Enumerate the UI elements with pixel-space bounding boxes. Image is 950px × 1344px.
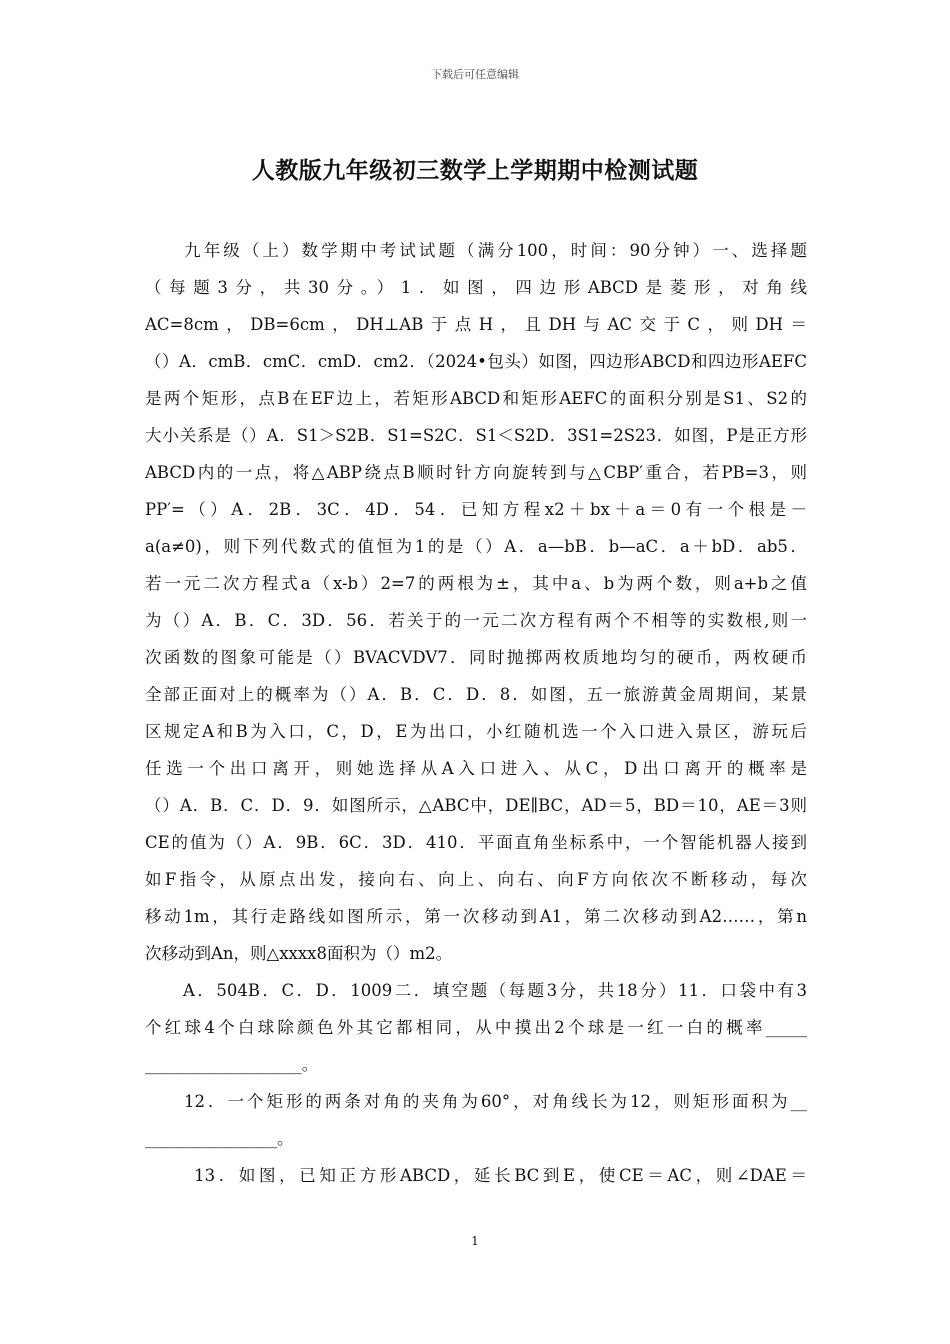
text-line: CE的值为（）A．9B．6C．3D．410．平面直角坐标系中，一个智能机器人接到 [145,833,807,852]
text-line: 区规定A和B为入口，C，D，E为出口，小红随机选一个入口进入景区，游玩后 [145,722,807,741]
text-line: a(a≠0)，则下列代数式的值恒为1的是（）A．a—bB．b—aC．a＋bD．ab5． [145,537,807,556]
page-header: 下载后可任意编辑 [431,68,519,81]
text-line: 为（）A．B．C．3D．56．若关于的一元二次方程有两个不相等的实数根,则一 [145,611,807,630]
text-line: 12．一个矩形的两条对角的夹角为60°，对角线长为12，则矩形面积为__ [145,1092,807,1111]
text-line: 个红球4个白球除颜色外其它都相同，从中摸出2个球是一红一白的概率_____ [145,1018,807,1037]
paragraph-questions-1-10 [145,232,807,972]
document-title: 人教版九年级初三数学上学期期中检测试题 [251,157,699,184]
text-line: （每题3分，共30分。）1．如图，四边形ABCD是菱形，对角线 [145,278,807,297]
text-line: AC=8cm，DB=6cm，DH⊥AB于点H，且DH与AC交于C，则DH＝ [145,315,807,334]
text-line: （）A．cmB．cmC．cmD．cm2．（2024•包头）如图，四边形ABCD和四边形AEFC [145,352,807,371]
text-line: 九年级（上）数学期中考试试题（满分100，时间：90分钟）一、选择题 [145,241,807,260]
text-line: 若一元二次方程式a（x-b）2=7的两根为±，其中a、b为两个数，则a+b之值 [145,574,807,593]
text-line: 移动1m，其行走路线如图所示，第一次移动到A1，第二次移动到A2……，第n [145,907,807,926]
text-line: 次移动到An，则△xxxx8面积为（）m2。 [145,944,453,963]
text-line: ________________。 [145,1129,294,1148]
text-line: ABCD内的一点，将△ABP绕点B顺时针方向旋转到与△CBP′重合，若PB=3，则 [145,463,807,482]
text-line: 次函数的图象可能是（）BVACVDV7．同时抛掷两枚质地均匀的硬币，两枚硬币 [145,648,807,667]
text-line: 是两个矩形，点B在EF边上，若矩形ABCD和矩形AEFC的面积分别是S1、S2的 [145,389,807,408]
paragraph-question-13 [145,1157,807,1194]
text-line: 大小关系是（）A．S1＞S2B．S1=S2C．S1＜S2D．3S1=2S23．如图，P是正方形 [145,426,807,445]
text-line: 全部正面对上的概率为（）A．B．C．D．8．如图，五一旅游黄金周期间，某景 [145,685,807,704]
text-line: PP′=（）A．2B．3C．4D．54．已知方程x2＋bx＋a＝0有一个根是－ [145,500,807,519]
text-line: 13．如图，已知正方形ABCD，延长BC到E，使CE＝AC，则∠DAE＝ [145,1166,807,1185]
text-line: A．504B．C．D．1009二．填空题（每题3分，共18分）11．口袋中有3 [145,981,807,1000]
text-line: ___________________。 [145,1055,319,1074]
document-body [145,232,807,1194]
paragraph-question-12 [145,1083,807,1157]
text-line: （）A．B．C．D．9．如图所示，△ABC中，DE∥BC，AD＝5，BD＝10，AE＝3则 [145,796,807,815]
page-number: 1 [471,1234,479,1248]
text-line: 任选一个出口离开，则她选择从A入口进入、从C，D出口离开的概率是 [145,759,807,778]
paragraph-question-11 [145,972,807,1083]
text-line: 如F指令，从原点出发，接向右、向上、向右、向F方向依次不断移动，每次 [145,870,807,889]
